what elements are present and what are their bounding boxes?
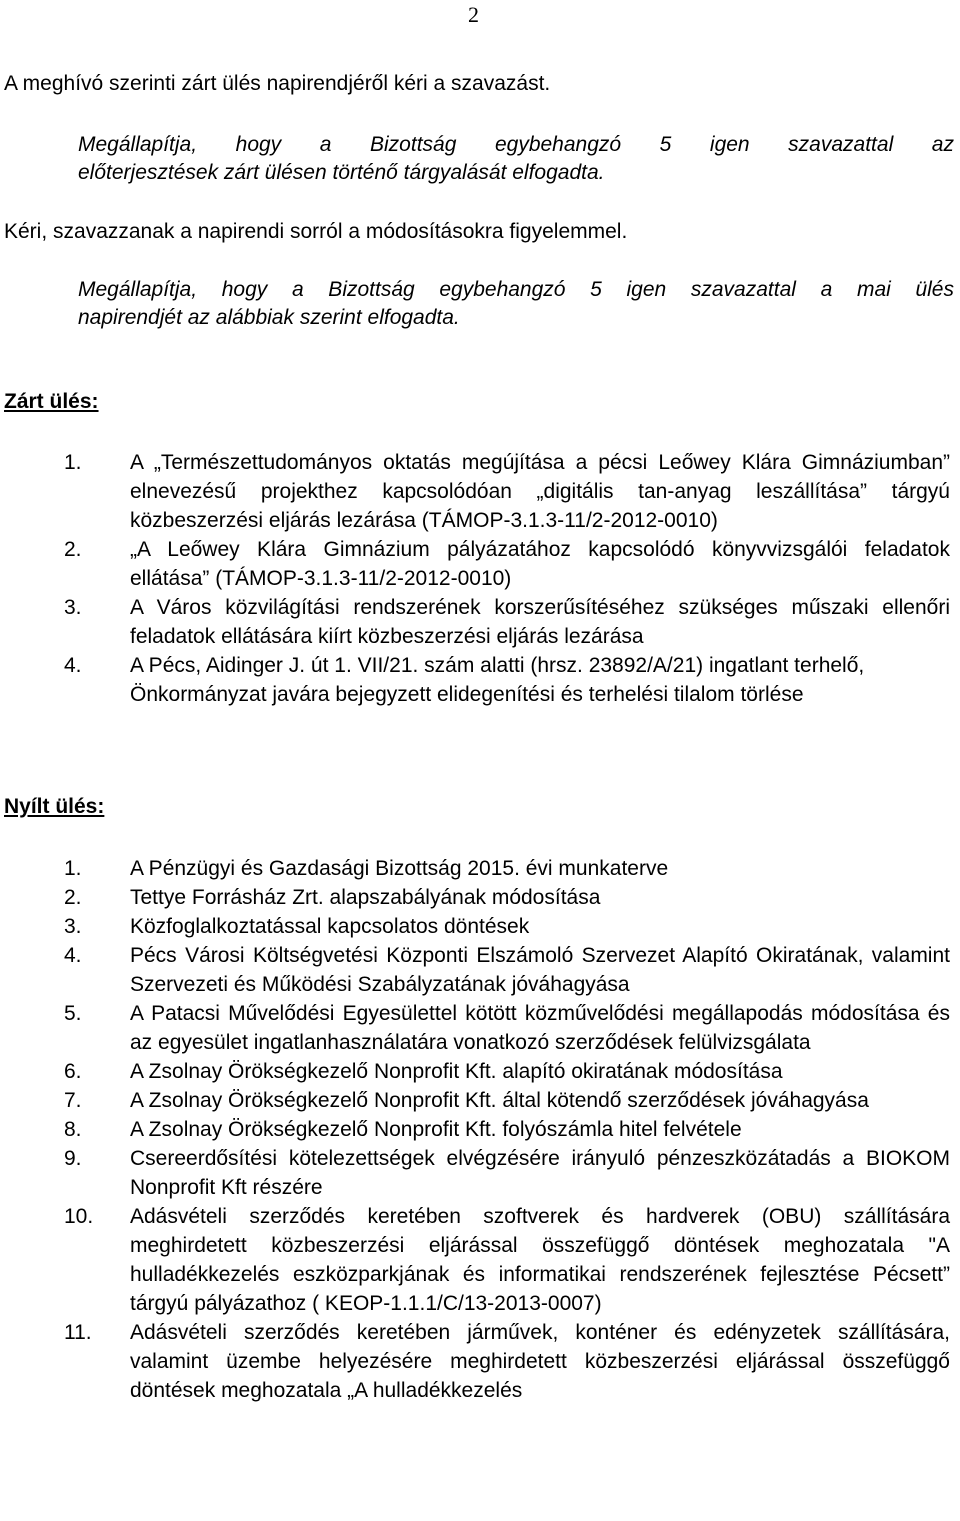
open-agenda-item xyxy=(64,1318,950,1405)
closed-agenda-item xyxy=(64,651,950,709)
item-text: A Zsolnay Örökségkezelő Nonprofit Kft. által kötendő szerződések jóváhagyása xyxy=(130,1089,869,1112)
item-number: 6. xyxy=(64,1060,82,1083)
item-number: 4. xyxy=(64,944,82,967)
open-agenda-item xyxy=(64,1115,950,1144)
resolution-1-line-1: Megállapítja, hogy a Bizottság egybehangzó 5 igen szavazattal az xyxy=(78,133,954,156)
item-text: Közfoglalkoztatással kapcsolatos döntések xyxy=(130,915,530,938)
resolution-1-line-2: előterjesztések zárt ülésen történő tárgyalását elfogadta. xyxy=(78,161,605,184)
resolution-2-line-2: napirendjét az alábbiak szerint elfogadta. xyxy=(78,306,460,329)
item-text: A Pécs, Aidinger J. út 1. VII/21. szám alatti (hrsz. 23892/A/21) ingatlant terhelő, Önkormányzat javára bejegyzett elidegenítési és terhelési tilalom törlése xyxy=(130,654,865,706)
item-number: 3. xyxy=(64,596,82,619)
open-agenda-item xyxy=(64,912,950,941)
page-number: 2 xyxy=(468,2,479,27)
resolution-2-line-1: Megállapítja, hogy a Bizottság egybehangzó 5 igen szavazattal a mai ülés xyxy=(78,278,954,301)
resolution-paragraph-2 xyxy=(78,276,954,332)
item-number: 7. xyxy=(64,1089,82,1112)
item-number: 4. xyxy=(64,654,82,677)
item-text: A „Természettudományos oktatás megújítása a pécsi Leőwey Klára Gimnáziumban” elnevezésű projekthez kapcsolódóan „digitális tan-anyag leszállítása” tárgyú közbeszerzési eljárás lezárása (TÁMOP-3.1.3-11/2-2012-0010) xyxy=(130,451,950,532)
closed-agenda-item xyxy=(64,593,950,651)
open-session-heading: Nyílt ülés: xyxy=(4,795,105,818)
resolution-paragraph-1 xyxy=(78,131,954,187)
item-number: 3. xyxy=(64,915,82,938)
open-agenda-item xyxy=(64,883,950,912)
item-text: A Zsolnay Örökségkezelő Nonprofit Kft. folyószámla hitel felvétele xyxy=(130,1118,742,1141)
item-number: 10. xyxy=(64,1205,94,1228)
item-text: A Zsolnay Örökségkezelő Nonprofit Kft. alapító okiratának módosítása xyxy=(130,1060,783,1083)
vote-request-paragraph: Kéri, szavazzanak a napirendi sorról a módosításokra figyelemmel. xyxy=(4,220,628,243)
item-text: A Patacsi Művelődési Egyesülettel kötött közművelődési megállapodás módosítása és az egyesület ingatlanhasználatára vonatkozó szerződések felülvizsgálata xyxy=(130,1002,950,1054)
closed-agenda-item xyxy=(64,535,950,593)
open-agenda-item xyxy=(64,1057,950,1086)
open-agenda-item xyxy=(64,1144,950,1202)
item-text: A Város közvilágítási rendszerének korszerűsítéséhez szükséges műszaki ellenőri feladatok ellátására kiírt közbeszerzési eljárás lezárása xyxy=(130,596,950,648)
closed-session-agenda-list xyxy=(64,448,950,709)
closed-agenda-item xyxy=(64,448,950,535)
open-session-agenda-list xyxy=(64,854,950,1405)
item-text: „A Leőwey Klára Gimnázium pályázatához kapcsolódó könyvvizsgálói feladatok ellátása” (TÁMOP-3.1.3-11/2-2012-0010) xyxy=(130,538,950,590)
item-number: 2. xyxy=(64,886,82,909)
item-text: A Pénzügyi és Gazdasági Bizottság 2015. évi munkaterve xyxy=(130,857,669,880)
item-number: 9. xyxy=(64,1147,82,1170)
closed-session-heading: Zárt ülés: xyxy=(4,390,99,413)
open-agenda-item xyxy=(64,1202,950,1318)
item-number: 11. xyxy=(64,1321,92,1344)
item-number: 1. xyxy=(64,451,82,474)
intro-paragraph: A meghívó szerinti zárt ülés napirendjéről kéri a szavazást. xyxy=(4,72,551,95)
item-text: Csereerdősítési kötelezettségek elvégzésére irányuló pénzeszközátadás a BIOKOM Nonprofit Kft részére xyxy=(130,1147,950,1199)
item-number: 2. xyxy=(64,538,82,561)
open-agenda-item xyxy=(64,999,950,1057)
item-text: Adásvételi szerződés keretében járművek, konténer és edényzetek szállítására, valamint üzembe helyezésére meghirdetett közbeszerzési eljárással összefüggő döntések meghozatala „A hulladékkezelés xyxy=(130,1321,950,1402)
open-agenda-item xyxy=(64,941,950,999)
item-text: Adásvételi szerződés keretében szoftverek és hardverek (OBU) szállítására meghirdetett közbeszerzési eljárással összefüggő döntések meghozatala "A hulladékkezelés eszközparkjának és informatikai rendszerének fejlesztése Pécsett” tárgyú pályázathoz ( KEOP-1.1.1/C/13-2013-0007) xyxy=(130,1205,950,1315)
open-agenda-item xyxy=(64,1086,950,1115)
open-agenda-item xyxy=(64,854,950,883)
item-text: Pécs Városi Költségvetési Központi Elszámoló Szervezet Alapító Okiratának, valamint Szervezeti és Működési Szabályzatának jóváhagyása xyxy=(130,944,950,996)
item-number: 8. xyxy=(64,1118,82,1141)
item-number: 5. xyxy=(64,1002,82,1025)
item-number: 1. xyxy=(64,857,82,880)
item-text: Tettye Forrásház Zrt. alapszabályának módosítása xyxy=(130,886,601,909)
